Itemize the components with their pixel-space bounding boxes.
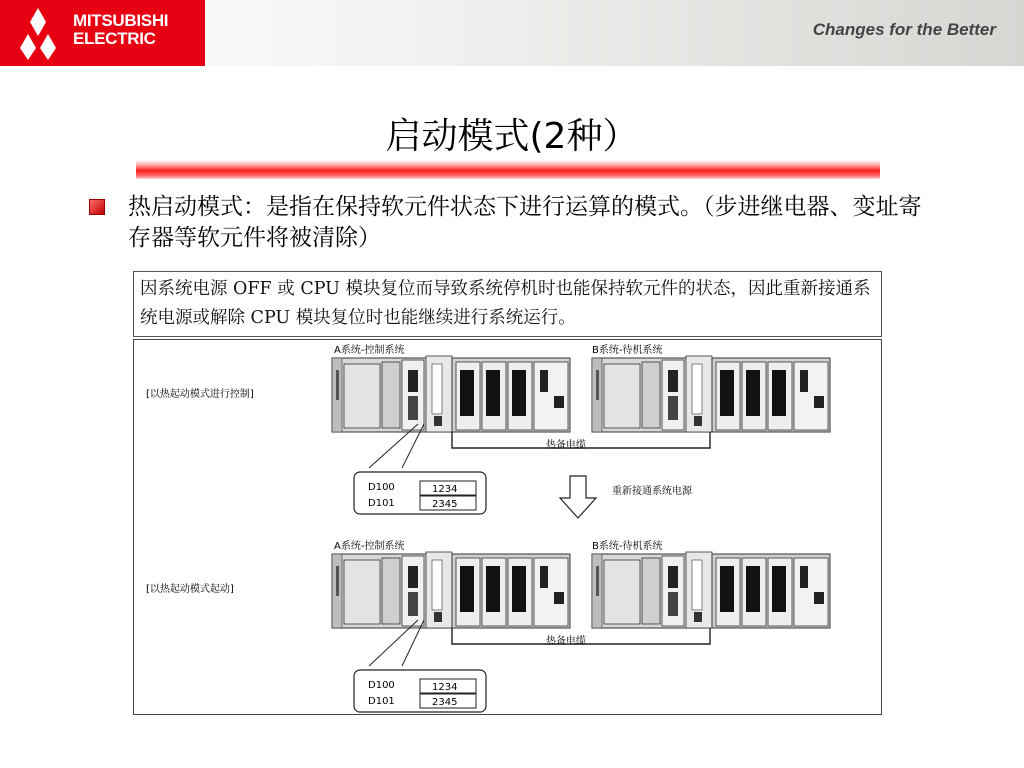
cable-label-bottom: 热备电缆: [546, 636, 586, 647]
note-box: 因系统电源 OFF 或 CPU 模块复位而导致系统停机时也能保持软元件的状态，因此重新接通系统电源或解除 CPU 模块复位时也能继续进行系统运行。: [133, 271, 882, 337]
mode-label-bottom: [以热起动模式起动]: [146, 584, 234, 595]
reg2-value-bottom: 2345: [432, 697, 458, 708]
reg1-name-bottom: D100: [368, 680, 395, 691]
reg2-value-top: 2345: [432, 499, 458, 510]
hot-start-diagram: [133, 339, 882, 715]
down-arrow-icon: [560, 476, 596, 518]
bullet-square-icon: [89, 199, 105, 215]
cable-label-top: 热备电缆: [546, 440, 586, 451]
transition-label: 重新接通系统电源: [612, 486, 692, 497]
reg2-name-bottom: D101: [368, 696, 395, 707]
bullet-text: 热启动模式：是指在保持软元件状态下进行运算的模式。（步进继电器、变址寄存器等软元件将被清除）: [128, 194, 922, 251]
mitsubishi-logo: [0, 0, 205, 66]
brand-line2: ELECTRIC: [73, 29, 156, 48]
tagline: Changes for the Better: [812, 20, 996, 39]
brand-line1: MITSUBISHI: [73, 11, 169, 30]
slide-header: [0, 0, 1024, 66]
brand-name: [73, 12, 168, 48]
system-b-label-top: B系统-待机系统: [592, 345, 663, 356]
plc-rack-a-bottom: [332, 552, 570, 628]
system-a-label-bottom: A系统-控制系统: [334, 541, 405, 552]
plc-rack-b-bottom: [592, 552, 830, 628]
plc-rack-b-top: [592, 356, 830, 432]
diagram-svg: [134, 340, 883, 716]
plc-rack-a-top: [332, 356, 570, 432]
reg1-name-top: D100: [368, 482, 395, 493]
reg2-name-top: D101: [368, 498, 395, 509]
title-underline-bar: [136, 160, 880, 179]
mode-label-top: [以热起动模式进行控制]: [146, 389, 254, 400]
reg1-value-top: 1234: [432, 484, 458, 495]
system-b-label-bottom: B系统-待机系统: [592, 541, 663, 552]
reg1-value-bottom: 1234: [432, 682, 458, 693]
slide-title: 启动模式(2种）: [385, 116, 639, 157]
system-a-label-top: A系统-控制系统: [334, 345, 405, 356]
three-diamonds-icon: [8, 6, 74, 72]
